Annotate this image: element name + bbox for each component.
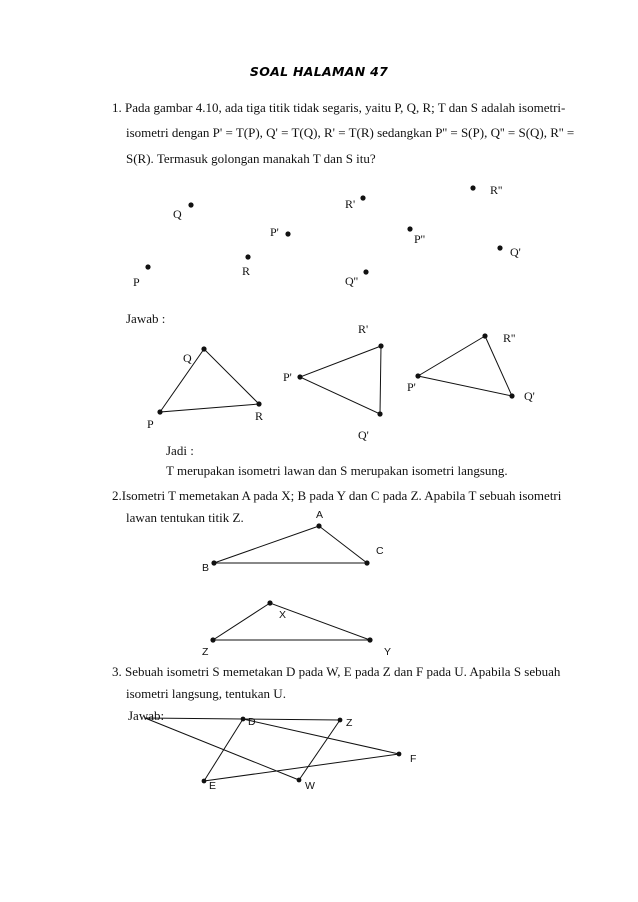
svg-text:R: R (242, 264, 251, 278)
point-Z (338, 717, 353, 729)
point-E (202, 779, 216, 792)
svg-text:W: W (305, 780, 315, 792)
svg-text:Q'': Q'' (345, 274, 358, 288)
svg-text:Q: Q (173, 207, 182, 221)
q1-conclusion-text: T merupakan isometri lawan dan S merupakan isometri langsung. (166, 463, 508, 478)
svg-text:Q: Q (183, 351, 192, 365)
q1-text-line-3: S(R). Termasuk golongan manakah T dan S itu? (126, 151, 376, 166)
point-W (297, 778, 315, 792)
point-D (241, 716, 256, 728)
svg-text:D: D (248, 716, 256, 728)
page-title: SOAL HALAMAN 47 (249, 64, 389, 79)
point-F (397, 752, 417, 765)
svg-text:Q': Q' (524, 389, 535, 403)
q3-text-line-1: 3. Sebuah isometri S memetakan D pada W, E pada Z dan F pada U. Apabila S sebuah (112, 664, 561, 679)
q3-answer-label: Jawab: (128, 708, 165, 723)
q2-text-line-1: 2.Isometri T memetakan A pada X; B pada Y dan C pada Z. Apabila T sebuah isometri (112, 488, 562, 503)
svg-text:P': P' (270, 225, 279, 239)
svg-text:C: C (376, 545, 384, 557)
svg-text:P: P (133, 275, 140, 289)
svg-text:R': R' (358, 322, 369, 336)
svg-text:P'': P'' (414, 232, 425, 246)
svg-text:B: B (202, 562, 210, 574)
q3-text-line-2: isometri langsung, tentukan U. (126, 686, 286, 701)
svg-text:P': P' (283, 370, 292, 384)
svg-text:F: F (410, 753, 417, 765)
svg-text:E: E (209, 780, 217, 792)
svg-text:R': R' (345, 197, 356, 211)
svg-text:X: X (279, 609, 287, 621)
svg-text:P: P (147, 417, 154, 431)
q1-conclusion-label: Jadi : (166, 443, 194, 458)
svg-text:R: R (255, 409, 264, 423)
svg-text:Y: Y (384, 646, 392, 658)
svg-text:Q': Q' (358, 428, 369, 442)
svg-text:P': P' (407, 380, 416, 394)
q1-text-line-2: isometri dengan P' = T(P), Q' = T(Q), R' = T(R) sedangkan P'' = S(P), Q'' = S(Q), R'' = (126, 125, 575, 140)
svg-text:R'': R'' (503, 331, 516, 345)
segments-q3 (145, 718, 399, 781)
svg-text:Z: Z (346, 717, 353, 729)
svg-text:Q': Q' (510, 245, 521, 259)
q1-answer-label: Jawab : (126, 311, 166, 326)
svg-text:Z: Z (202, 646, 209, 658)
q1-text-line-1: 1. Pada gambar 4.10, ada tiga titik tidak segaris, yaitu P, Q, R; T dan S adalah isometri- (112, 100, 566, 115)
q2-text-line-2: lawan tentukan titik Z. (126, 510, 244, 525)
svg-text:A: A (316, 509, 324, 521)
svg-text:R'': R'' (490, 183, 503, 197)
